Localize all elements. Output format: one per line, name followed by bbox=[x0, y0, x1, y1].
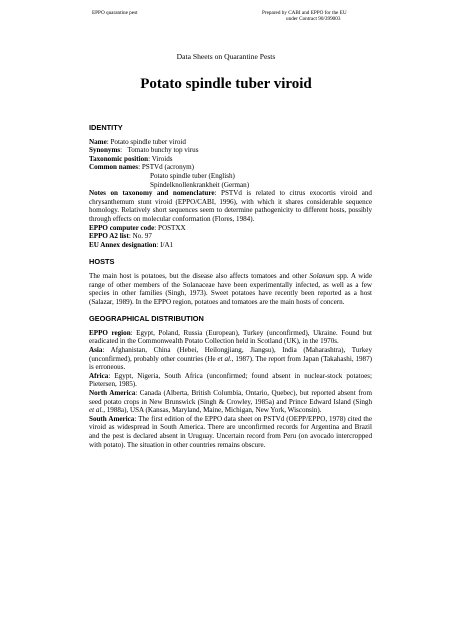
distribution-north-america: North America: Canada (Alberta, British Columbia, Ontario, Quebec), but reported absent from seed potato crops in New Brunswick (Singh & Crowley, 1985a) and Prince Edward Island (Singh et al., 1988a), USA (Kansas, Maryland, Maine, Michigan, New York, Wisconsin). bbox=[89, 389, 372, 415]
synonyms-label: Synonyms bbox=[89, 146, 121, 155]
header-left: EPPO quarantine pest bbox=[92, 10, 138, 16]
a2-label: EPPO A2 list bbox=[89, 232, 129, 241]
identity-a2-line: EPPO A2 list: No. 97 bbox=[89, 232, 152, 241]
identity-notes: Notes on taxonomy and nomenclature: PSTVd is related to citrus exocortis viroid and chrysanthemum stunt viroid (EPPO/CABI, 1996), with which it shares considerable sequence homology. Relatively short sequences seem to determine pathogenicity to different hosts, possibly through effects on molecular conformation (Flores, 1984). bbox=[89, 189, 372, 223]
hosts-paragraph bbox=[89, 272, 372, 306]
hosts-genus: Solanum bbox=[309, 271, 335, 280]
header-right-line2: under Contract 90/399003 bbox=[286, 16, 341, 23]
header-right-line1: Prepared by CABI and EPPO for the EU bbox=[262, 10, 347, 16]
hosts-heading: HOSTS bbox=[89, 257, 115, 267]
africa-label: Africa bbox=[89, 371, 109, 380]
identity-common-line: Common names: PSTVd (acronym) bbox=[89, 163, 195, 172]
distribution-asia: Asia: Afghanistan, China (Hebei, Heilongjiang, Jiangsu), India (Maharashtra), Turkey (unconfirmed), probably other countries (He et al., 1987). The report from Japan (Takahashi, 1987) is erroneous. bbox=[89, 346, 373, 372]
datasheet-series-title: Data Sheets on Quarantine Pests bbox=[176, 52, 276, 61]
asia-value-a: Afghanistan, China (Hebei, Heilongjiang, Jiangsu), India (Maharashtra), Turkey (unconfirmed), probably other countries (He bbox=[89, 346, 372, 363]
notes-label: Notes on taxonomy and nomenclature bbox=[89, 189, 215, 198]
identity-heading: IDENTITY bbox=[89, 123, 123, 132]
code-label: EPPO computer code bbox=[89, 223, 155, 232]
taxonomic-label: Taxonomic position bbox=[89, 154, 149, 163]
distribution-south-america: South America: The first edition of the EPPO data sheet on PSTVd (OEPP/EPPO, 1978) cited the viroid as widespread in South America. There are unconfirmed records for Argentina and Brazil and the pest is declared absent in Uruguay. Uncertain record from Peru (on avocado intercropped with potato). The situation in other countries remains obscure. bbox=[89, 414, 372, 449]
identity-name-line: Name: Potato spindle tuber viroid bbox=[89, 137, 186, 146]
document-body bbox=[89, 124, 372, 449]
north-america-value-a: Canada (Alberta, British Columbia, Ontario, Quebec), but reported absent from seed potato crops in New Brunswick (Singh & Crowley, 1985a) and Prince Edward Island (Singh bbox=[89, 389, 372, 406]
distribution-heading: GEOGRAPHICAL DISTRIBUTION bbox=[89, 314, 204, 324]
identity-annex-line: EU Annex designation: I/A1 bbox=[89, 240, 174, 249]
common-name-1: PSTVd (acronym) bbox=[141, 163, 195, 172]
eppo-region-value: Egypt, Poland, Russia (European), Turkey (unconfirmed), Ukraine. Found but eradicated in the Commonwealth Potato Collection held in Scotland (UK), in the 1970s. bbox=[89, 328, 372, 346]
africa-value: Egypt, Nigeria, South Africa (unconfirmed; found absent in nuclear-stock potatoes; Pietersen, 1985). bbox=[89, 371, 372, 389]
asia-label: Asia bbox=[89, 346, 103, 355]
asia-etal: et al. bbox=[217, 354, 232, 363]
south-america-label: South America bbox=[89, 414, 135, 423]
annex-label: EU Annex designation bbox=[89, 240, 157, 249]
eppo-region-label: EPPO region bbox=[89, 328, 131, 337]
synonyms-value: Tomato bunchy top virus bbox=[127, 146, 199, 155]
taxonomic-value: Viroids bbox=[151, 154, 173, 163]
identity-taxonomic-line: Taxonomic position: Viroids bbox=[89, 154, 173, 163]
north-america-label: North America bbox=[89, 389, 136, 398]
identity-synonyms-line: Synonyms: Tomato bunchy top virus bbox=[89, 146, 199, 155]
south-america-value: The first edition of the EPPO data sheet on PSTVd (OEPP/EPPO, 1978) cited the viroid as widespread in South America. There are unconfirmed records for Argentina and Brazil and the pest is declared absent in Uruguay. Uncertain record from Peru (on avocado intercropped with potato). The situation in other countries remains obscure. bbox=[89, 414, 372, 449]
notes-value: PSTVd is related to citrus exocortis viroid and chrysanthemum stunt viroid (EPPO/CABI, 1996), with which it shares considerable sequence homology. Relatively short sequences seem to determine pathogenicity to different hosts, possibly through effects on molecular conformation (Flores, 1984). bbox=[89, 189, 372, 223]
a2-value: No. 97 bbox=[132, 232, 152, 241]
hosts-text-a: The main host is potatoes, but the disease also affects tomatoes and other bbox=[89, 271, 310, 280]
header-right bbox=[262, 10, 347, 23]
identity-code-line: EPPO computer code: POSTXX bbox=[89, 223, 186, 232]
common-name-2: Potato spindle tuber (English) bbox=[150, 171, 235, 180]
distribution-eppo: EPPO region: Egypt, Poland, Russia (European), Turkey (unconfirmed), Ukraine. Found but eradicated in the Commonwealth Potato Collection held in Scotland (UK), in the 1970s. bbox=[89, 328, 372, 346]
name-label: Name bbox=[89, 137, 107, 146]
code-value: POSTXX bbox=[158, 223, 186, 232]
annex-value: I/A1 bbox=[160, 240, 174, 249]
common-label: Common names bbox=[89, 163, 139, 172]
document-title: Potato spindle tuber viroid bbox=[140, 76, 312, 92]
distribution-africa: Africa: Egypt, Nigeria, South Africa (unconfirmed; found absent in nuclear-stock potatoes; Pietersen, 1985). bbox=[89, 371, 372, 389]
hosts-text-b: spp. A wide range of other members of the Solanaceae have been experimentally infected, as well as a few species in other families (Singh, 1973). Sweet potatoes have recently been reported as a host (Salazar, 1989). In the EPPO region, potatoes and tomatoes are the main hosts of concern. bbox=[89, 271, 372, 306]
common-name-3: Spindelknollenkrankheit (German) bbox=[150, 180, 250, 189]
asia-value-b: , 1987). The report from Japan (Takahashi, 1987) is erroneous. bbox=[89, 354, 373, 372]
north-america-value-b: , 1988a), USA (Kansas, Maryland, Maine, Michigan, New York, Wisconsin). bbox=[103, 406, 322, 415]
north-america-etal: et al. bbox=[89, 406, 104, 415]
name-value: Potato spindle tuber viroid bbox=[110, 137, 186, 146]
